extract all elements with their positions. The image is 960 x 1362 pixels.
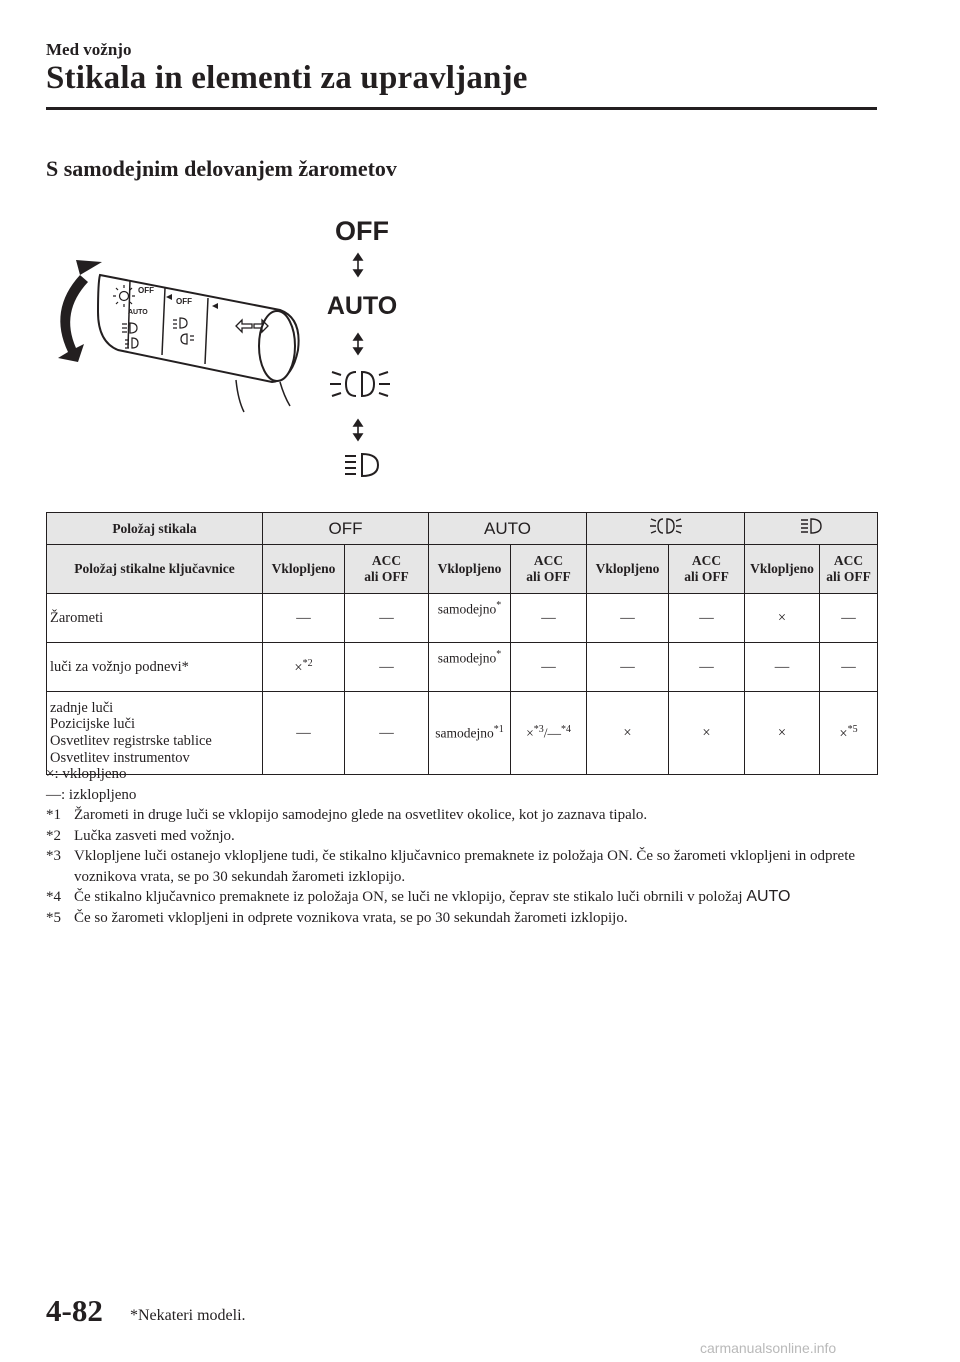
table-cell: — <box>345 643 429 692</box>
table-cell: × <box>669 692 745 775</box>
table-row <box>47 692 878 775</box>
table-cell: samodejno* <box>429 643 511 692</box>
legend-off: —: izklopljeno <box>46 786 137 803</box>
page-footnote: *Nekateri modeli. <box>130 1307 246 1324</box>
rotation-arrow-icon <box>58 275 88 362</box>
row-label-other-lights: zadnje luči Pozicijske luči Osvetlitev registrske tablice Osvetlitev instrumentov <box>47 692 263 775</box>
footnote-4: *4 Če stikalno ključavnico premaknete iz položaja ON, se luči ne vklopijo, čeprav ste stikalo luči obrnili v položaj AUTO <box>46 888 791 905</box>
title-rule <box>46 107 877 110</box>
ignition-acc-headlight: ACC ali OFF <box>669 545 745 594</box>
table-cell: samodejno$^{*1}$ <box>429 692 511 775</box>
page-number: 4-82 <box>46 1293 103 1328</box>
double-arrow-1 <box>354 254 362 276</box>
table-cell: — <box>820 643 878 692</box>
headlight-high-beam-icon <box>330 372 390 396</box>
ignition-on-parking: Vklopljeno <box>745 545 820 594</box>
light-switch-illustration <box>40 200 420 480</box>
ignition-acc-off: ACC ali OFF <box>345 545 429 594</box>
footnote-2: *2 Lučka zasveti med vožnjo. <box>46 827 235 844</box>
header-switch-position: Položaj stikala <box>47 513 263 545</box>
table-cell: — <box>345 692 429 775</box>
footnote-1: *1 Žarometi in druge luči se vklopijo samodejno glede na osvetlitev okolice, kot jo zaznava tipalo. <box>46 807 648 823</box>
row-label-headlights: Žarometi <box>47 594 263 643</box>
table-cell: — <box>669 643 745 692</box>
position-off: OFF <box>335 216 389 246</box>
watermark: carmanualsonline.info <box>700 1340 837 1356</box>
table-cell: × <box>587 692 669 775</box>
table-notes <box>46 764 886 928</box>
ignition-on-headlight: Vklopljeno <box>587 545 669 594</box>
footnote-3: *3 Vklopljene luči ostanejo vklopljene tudi, če stikalno ključavnico premaknete iz položaja ON. Če so žarometi vklopljeni in odprete voznikova vrata, se po 30 sekundah žarometi izklopijo. <box>46 848 856 885</box>
header-ignition-position: Položaj stikalne ključavnice <box>47 545 263 594</box>
parking-light-icon <box>797 517 825 535</box>
double-arrow-3 <box>354 420 362 440</box>
table-ignition-row <box>47 545 878 594</box>
table-cell: ×$^{*5}$ <box>820 692 878 775</box>
row-label-drl: luči za vožnjo podnevi* <box>47 643 263 692</box>
header-headlight <box>587 513 745 545</box>
header-parking <box>745 513 878 545</box>
table-cell: — <box>263 594 345 643</box>
table-cell: — <box>587 594 669 643</box>
table-cell: × <box>745 594 820 643</box>
table-cell: — <box>820 594 878 643</box>
footnote-5: *5 Če so žarometi vklopljeni in odprete voznikova vrata, se po 30 sekundah žarometi izklopijo. <box>46 909 628 926</box>
section-label: Med vožnjo <box>46 40 132 59</box>
headlight-high-beam-icon <box>649 517 683 535</box>
table-cell: × <box>745 692 820 775</box>
table-header-row <box>47 513 878 545</box>
table-cell: — <box>511 594 587 643</box>
switch-position-table <box>46 512 878 775</box>
stalk-label-off-1: OFF <box>138 286 154 295</box>
legend-on: ×: vklopljeno <box>46 766 127 782</box>
header-auto: AUTO <box>429 513 587 545</box>
table-cell: samodejno* <box>429 594 511 643</box>
table-row <box>47 594 878 643</box>
ignition-acc-parking: ACC ali OFF <box>820 545 878 594</box>
table-cell: — <box>669 594 745 643</box>
table-cell: — <box>587 643 669 692</box>
ignition-acc-auto: ACC ali OFF <box>511 545 587 594</box>
double-arrow-2 <box>354 334 362 354</box>
position-auto: AUTO <box>326 292 398 320</box>
subheading: S samodejnim delovanjem žarometov <box>46 156 397 181</box>
stalk-label-auto: AUTO <box>128 309 148 316</box>
table-cell: — <box>345 594 429 643</box>
header-off: OFF <box>263 513 429 545</box>
table-cell: ×$^{*2}$ <box>263 643 345 692</box>
stalk-label-off-2: OFF <box>176 297 192 306</box>
table-row <box>47 643 878 692</box>
table-cell: — <box>263 692 345 775</box>
table-cell: ×$^{*3}$/—$^{*4}$ <box>511 692 587 775</box>
ignition-on-auto: Vklopljeno <box>429 545 511 594</box>
chapter-title: Stikala in elementi za upravljanje <box>46 60 528 96</box>
ignition-on-off: Vklopljeno <box>263 545 345 594</box>
table-cell: — <box>511 643 587 692</box>
table-cell: — <box>745 643 820 692</box>
parking-light-icon <box>345 454 378 476</box>
